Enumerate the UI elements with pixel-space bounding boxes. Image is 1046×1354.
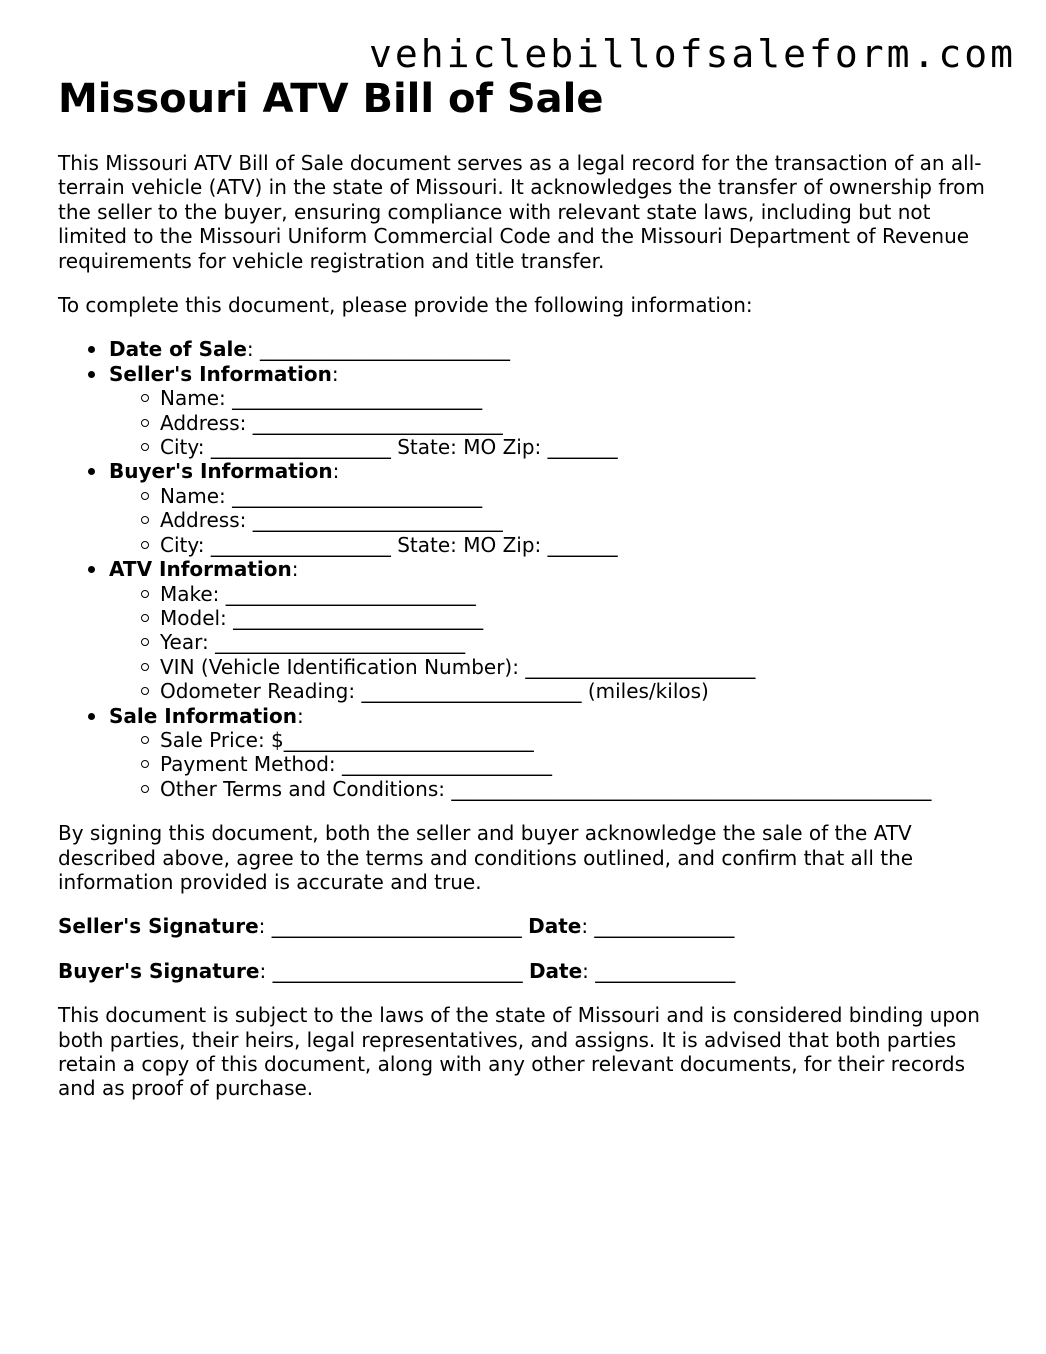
seller-date-field[interactable]: : ______________ xyxy=(581,914,735,939)
atv-info-label: ATV Information xyxy=(109,557,292,582)
seller-name-field[interactable]: Name: _________________________ xyxy=(139,386,998,410)
page-title: Missouri ATV Bill of Sale xyxy=(58,76,604,122)
legal-notice-paragraph: This document is subject to the laws of the state of Missouri and is considered binding upon both parties, their heirs, legal representatives, and assigns. It is advised that both parties retain a copy of this document, along with any other relevant documents, for their records and as proof of purchase. xyxy=(58,1003,980,1101)
buyer-date-field[interactable]: : ______________ xyxy=(582,958,736,983)
seller-date-label: Date xyxy=(528,914,582,939)
list-item-date-of-sale xyxy=(88,337,998,361)
date-of-sale-field[interactable]: : _________________________ xyxy=(246,337,511,362)
list-item-seller-info xyxy=(88,362,998,460)
field-list xyxy=(58,337,998,801)
buyer-signature-field[interactable]: : _________________________ xyxy=(259,958,529,983)
seller-info-sublist xyxy=(109,386,998,459)
atv-odometer-field[interactable]: Odometer Reading: ______________________ (miles/kilos) xyxy=(139,679,998,703)
atv-year-field[interactable]: Year: _________________________ xyxy=(139,630,998,654)
payment-method-field[interactable]: Payment Method: _____________________ xyxy=(139,752,998,776)
sale-info-sublist xyxy=(109,728,998,801)
document-body xyxy=(58,76,998,1101)
seller-info-colon: : xyxy=(331,361,339,386)
list-item-sale-info xyxy=(88,704,998,802)
seller-info-label: Seller's Information xyxy=(109,361,332,386)
buyer-signature-label: Buyer's Signature xyxy=(58,958,260,983)
buyer-signature-line xyxy=(58,959,998,983)
seller-city-state-zip-field[interactable]: City: __________________ State: MO Zip: _______ xyxy=(139,435,998,459)
buyer-address-field[interactable]: Address: _________________________ xyxy=(139,508,998,532)
sale-info-colon: : xyxy=(297,703,304,728)
atv-model-field[interactable]: Model: _________________________ xyxy=(139,606,998,630)
list-item-buyer-info xyxy=(88,459,998,557)
sale-price-field[interactable]: Sale Price: $_________________________ xyxy=(139,728,998,752)
buyer-info-colon: : xyxy=(332,459,340,484)
list-item-atv-info xyxy=(88,557,998,703)
date-of-sale-label: Date of Sale xyxy=(109,337,247,362)
seller-signature-label: Seller's Signature xyxy=(58,914,259,939)
seller-signature-line xyxy=(58,914,998,938)
buyer-info-sublist xyxy=(109,484,998,557)
seller-address-field[interactable]: Address: _________________________ xyxy=(139,411,998,435)
sale-info-label: Sale Information xyxy=(109,703,297,728)
atv-make-field[interactable]: Make: _________________________ xyxy=(139,582,998,606)
buyer-date-label: Date xyxy=(528,958,583,983)
other-terms-field[interactable]: Other Terms and Conditions: ________________________________________________ xyxy=(139,777,998,801)
seller-signature-field[interactable]: : _________________________ xyxy=(258,914,529,939)
instructions-paragraph: To complete this document, please provide the following information: xyxy=(58,293,753,318)
atv-vin-field[interactable]: VIN (Vehicle Identification Number): _______________________ xyxy=(139,655,998,679)
acknowledgement-paragraph: By signing this document, both the seller and buyer acknowledge the sale of the ATV described above, agree to the terms and conditions outlined, and confirm that all the information provided is accurate and true. xyxy=(58,821,914,894)
buyer-info-label: Buyer's Information xyxy=(109,459,333,484)
intro-paragraph: This Missouri ATV Bill of Sale document serves as a legal record for the transaction of an all-terrain vehicle (ATV) in the state of Missouri. It acknowledges the transfer of ownership from the seller to the buyer, ensuring compliance with relevant state laws, including but not limited to the Missouri Uniform Commercial Code and the Missouri Department of Revenue requirements for vehicle registration and title transfer. xyxy=(58,151,985,273)
atv-info-sublist xyxy=(109,582,998,704)
buyer-city-state-zip-field[interactable]: City: __________________ State: MO Zip: _______ xyxy=(139,533,998,557)
atv-info-colon: : xyxy=(291,557,299,582)
watermark: vehiclebillofsaleform.com xyxy=(369,32,1016,76)
buyer-name-field[interactable]: Name: _________________________ xyxy=(139,484,998,508)
